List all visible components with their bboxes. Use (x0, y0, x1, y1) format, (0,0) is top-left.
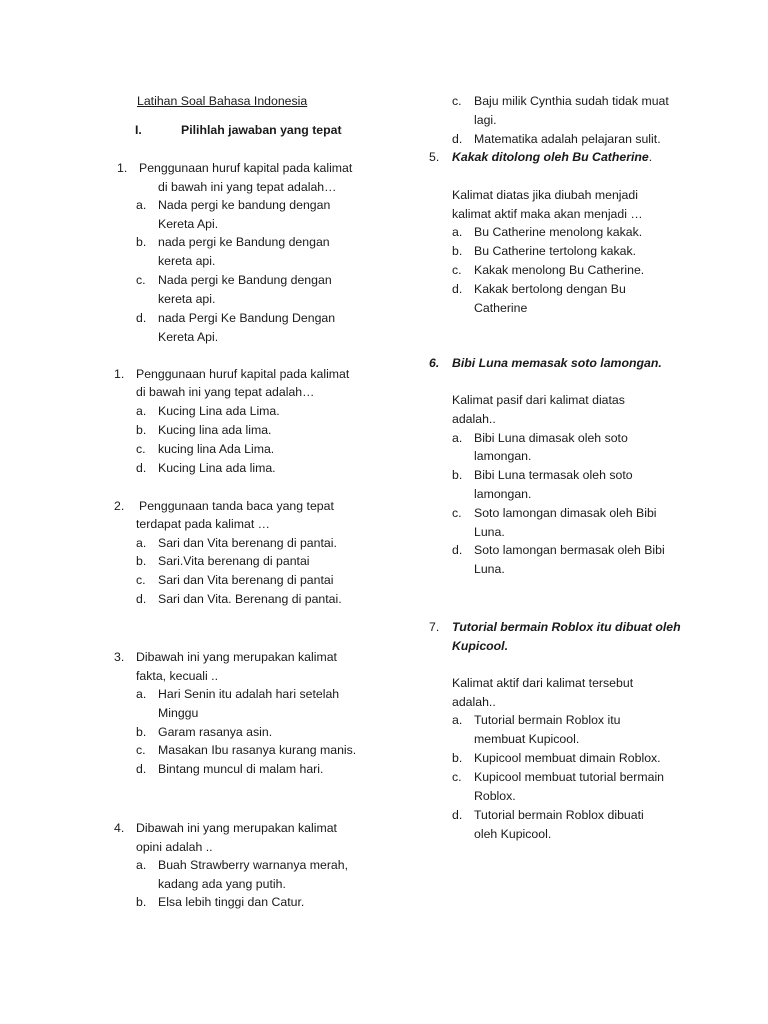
option-text: Hari Senin itu adalah hari setelah (158, 687, 340, 701)
option-text: Bibi Luna termasak oleh soto (474, 468, 633, 482)
option-letter: b. (452, 468, 463, 482)
question-sentence-text: Kakak ditolong oleh Bu Catherine (452, 150, 649, 164)
option-letter: d. (452, 132, 463, 146)
option-text: Sari.Vita berenang di pantai (158, 554, 310, 568)
option-letter: c. (136, 573, 146, 587)
option-letter: c. (136, 273, 146, 287)
question-number: 7. (429, 620, 440, 634)
option-letter: b. (136, 235, 147, 249)
option-text: lamongan. (474, 449, 532, 463)
option-text: Soto lamongan bermasak oleh Bibi (474, 543, 665, 557)
option-letter: a. (452, 225, 463, 239)
option-letter: d. (136, 311, 147, 325)
question-instruction: kalimat aktif maka akan menjadi … (452, 207, 643, 221)
question-number: 5. (429, 150, 440, 164)
option-text: Kereta Api. (158, 330, 219, 344)
question-stem: opini adalah .. (136, 840, 213, 854)
question-stem: Penggunaan tanda baca yang tepat (139, 499, 334, 513)
option-text: Nada pergi ke bandung dengan (158, 198, 331, 212)
option-text: membuat Kupicool. (474, 732, 580, 746)
option-text: Kucing Lina ada Lima. (158, 404, 280, 418)
question-number: 3. (114, 650, 125, 664)
option-text: Bibi Luna dimasak oleh soto (474, 431, 628, 445)
option-text: Garam rasanya asin. (158, 725, 273, 739)
option-text: Bintang muncul di malam hari. (158, 762, 324, 776)
option-text: Soto lamongan dimasak oleh Bibi (474, 506, 657, 520)
question-number: 1. (114, 367, 125, 381)
option-letter: d. (136, 592, 147, 606)
option-text: Masakan Ibu rasanya kurang manis. (158, 743, 357, 757)
question-stem: Penggunaan huruf kapital pada kalimat (136, 367, 350, 381)
option-text: Kereta Api. (158, 217, 219, 231)
option-text: Bu Catherine menolong kakak. (474, 225, 643, 239)
option-text: Kucing lina ada lima. (158, 423, 272, 437)
question-stem: di bawah ini yang tepat adalah… (158, 180, 337, 194)
option-text: Tutorial bermain Roblox dibuati (474, 808, 644, 822)
option-text: Elsa lebih tinggi dan Catur. (158, 895, 305, 909)
option-text: Minggu (158, 706, 199, 720)
option-letter: a. (452, 713, 463, 727)
option-text: Kakak menolong Bu Catherine. (474, 263, 645, 277)
option-letter: a. (136, 687, 147, 701)
question-stem: fakta, kecuali .. (136, 669, 219, 683)
question-sentence: Kupicool. (452, 639, 509, 653)
option-text: nada Pergi Ke Bandung Dengan (158, 311, 336, 325)
option-text: Nada pergi ke Bandung dengan (158, 273, 332, 287)
option-text: Catherine (474, 301, 528, 315)
option-letter: b. (452, 244, 463, 258)
option-letter: c. (452, 506, 462, 520)
option-letter: d. (136, 461, 147, 475)
option-letter: b. (136, 725, 147, 739)
question-instruction: Kalimat pasif dari kalimat diatas (452, 393, 625, 407)
option-letter: a. (136, 198, 147, 212)
question-stem: terdapat pada kalimat … (136, 517, 270, 531)
option-text: Sari dan Vita. Berenang di pantai. (158, 592, 342, 606)
question-instruction: Kalimat aktif dari kalimat tersebut (452, 676, 634, 690)
option-letter: b. (452, 751, 463, 765)
option-letter: c. (452, 94, 462, 108)
option-text: Tutorial bermain Roblox itu (474, 713, 621, 727)
option-letter: d. (136, 762, 147, 776)
option-letter: d. (452, 282, 463, 296)
option-text: Kucing Lina ada lima. (158, 461, 276, 475)
option-text: nada pergi ke Bandung dengan (158, 235, 330, 249)
question-stem: Dibawah ini yang merupakan kalimat (136, 650, 337, 664)
option-text: Luna. (474, 562, 505, 576)
option-letter: c. (452, 263, 462, 277)
option-text: Kupicool membuat dimain Roblox. (474, 751, 661, 765)
option-letter: a. (452, 431, 463, 445)
option-text: Sari dan Vita berenang di pantai (158, 573, 334, 587)
option-letter: b. (136, 423, 147, 437)
question-stem: Penggunaan huruf kapital pada kalimat (139, 161, 353, 175)
option-letter: a. (136, 536, 147, 550)
option-letter: d. (452, 543, 463, 557)
option-letter: b. (136, 554, 147, 568)
option-text: lamongan. (474, 487, 532, 501)
question-stem: di bawah ini yang tepat adalah… (136, 385, 315, 399)
option-letter: a. (136, 858, 147, 872)
option-letter: a. (136, 404, 147, 418)
question-number: 1. (117, 161, 128, 175)
option-letter: c. (136, 743, 146, 757)
question-stem: Dibawah ini yang merupakan kalimat (136, 821, 337, 835)
question-number: 6. (429, 356, 440, 370)
option-text: Bu Catherine tertolong kakak. (474, 244, 637, 258)
option-text: Buah Strawberry warnanya merah, (158, 858, 349, 872)
question-instruction: adalah.. (452, 412, 496, 426)
option-text: kereta api. (158, 292, 216, 306)
worksheet-title: Latihan Soal Bahasa Indonesia (137, 94, 308, 108)
option-text: Sari dan Vita berenang di pantai. (158, 536, 337, 550)
section-instruction: Pilihlah jawaban yang tepat (181, 123, 342, 137)
question-sentence: Bibi Luna memasak soto lamongan. (452, 356, 662, 370)
option-letter: c. (136, 442, 146, 456)
option-text: oleh Kupicool. (474, 827, 552, 841)
option-letter: b. (136, 895, 147, 909)
option-text: kucing lina Ada Lima. (158, 442, 275, 456)
question-number: 4. (114, 821, 125, 835)
option-text: lagi. (474, 113, 497, 127)
option-letter: c. (452, 770, 462, 784)
section-roman-numeral: I. (135, 123, 142, 137)
option-text: Luna. (474, 525, 505, 539)
question-sentence (452, 148, 652, 167)
option-text: Kupicool membuat tutorial bermain (474, 770, 665, 784)
option-text: Kakak bertolong dengan Bu (474, 282, 626, 296)
question-sentence-period: . (648, 150, 653, 164)
question-instruction: Kalimat diatas jika diubah menjadi (452, 188, 638, 202)
option-text: Roblox. (474, 789, 516, 803)
option-text: Matematika adalah pelajaran sulit. (474, 132, 661, 146)
option-text: kereta api. (158, 254, 216, 268)
question-instruction: adalah.. (452, 695, 496, 709)
question-sentence: Tutorial bermain Roblox itu dibuat oleh (452, 620, 681, 634)
question-number: 2. (114, 499, 125, 513)
option-letter: d. (452, 808, 463, 822)
option-text: kadang ada yang putih. (158, 877, 286, 891)
option-text: Baju milik Cynthia sudah tidak muat (474, 94, 669, 108)
